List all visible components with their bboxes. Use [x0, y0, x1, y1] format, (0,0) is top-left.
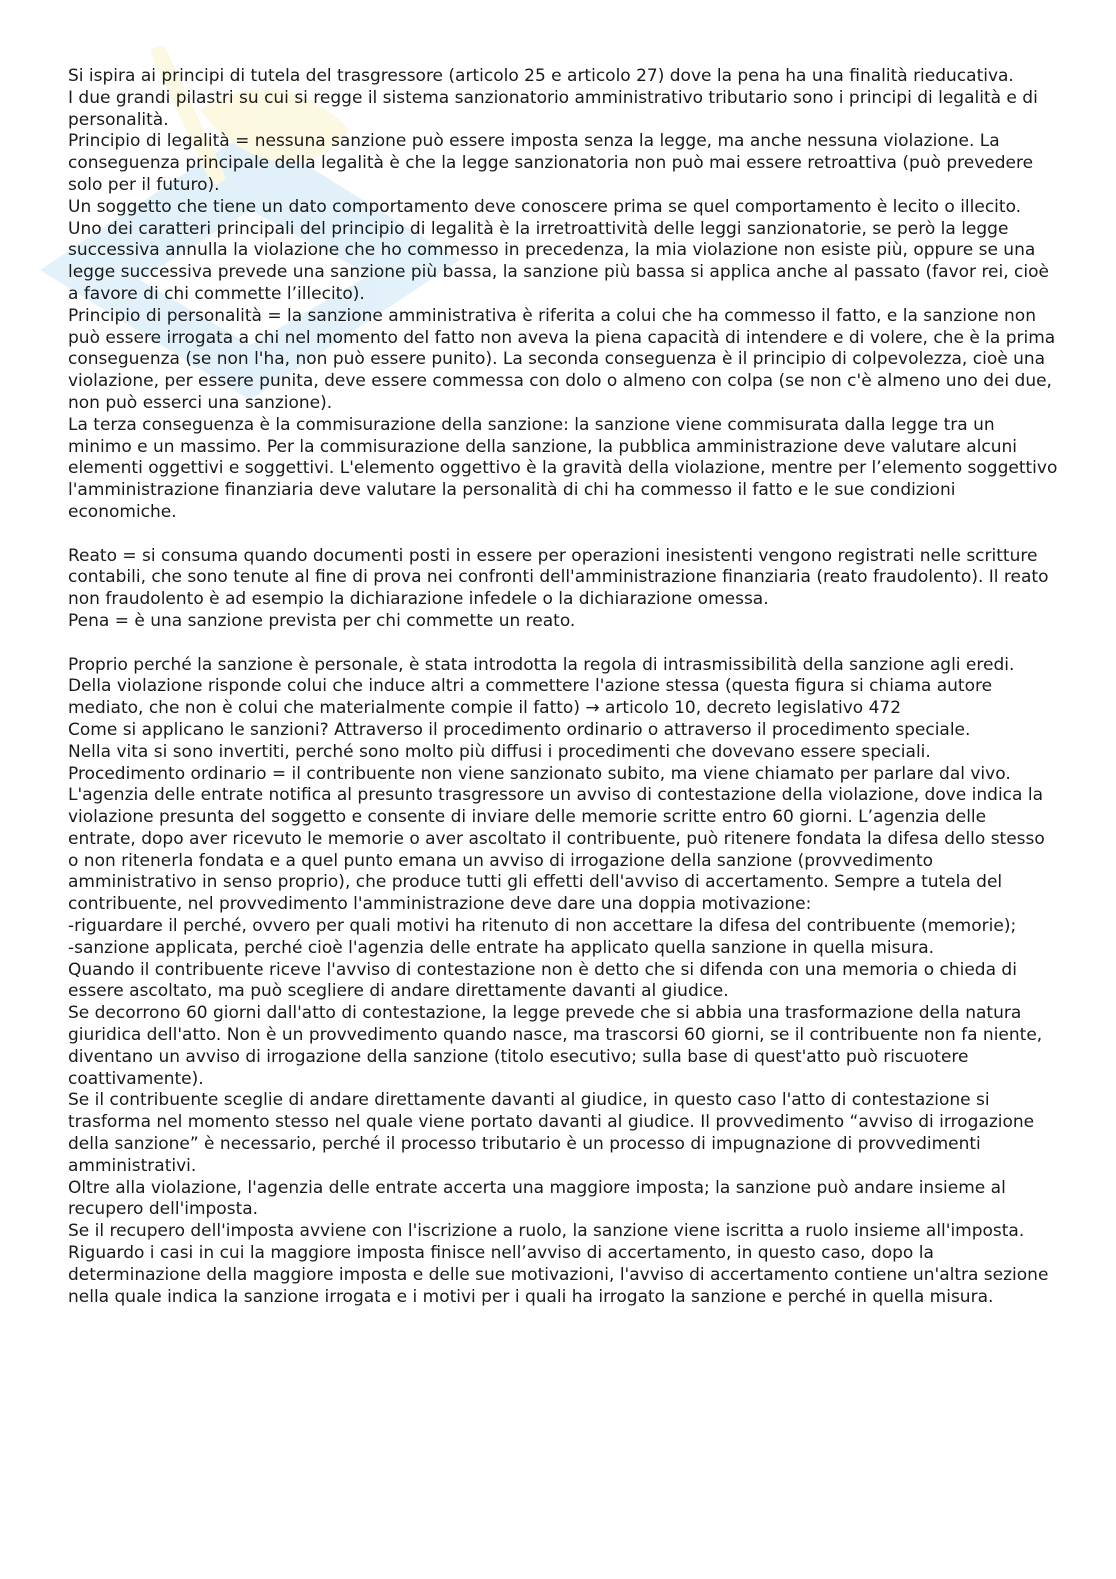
paragraph: Come si applicano le sanzioni? Attraverso il procedimento ordinario o attraverso il procedimento speciale.: [68, 719, 971, 740]
paragraph: -riguardare il perché, ovvero per quali motivi ha ritenuto di non accettare la difesa del contribuente (memorie);: [68, 916, 1017, 937]
paragraph: Principio di legalità = nessuna sanzione può essere imposta senza la legge, ma anche nessuna violazione. La conseguenza principale della legalità è che la legge sanzionatoria non può mai essere retroattiva (può prevedere solo per il futuro).: [68, 131, 1034, 195]
paragraph: Si ispira ai principi di tutela del trasgressore (articolo 25 e articolo 27) dove la pena ha una finalità rieducativa.: [68, 66, 1014, 86]
paragraph: Se decorrono 60 giorni dall'atto di contestazione, la legge prevede che si abbia una trasformazione della natura giuridica dell'atto. Non è un provvedimento quando nasce, ma trascorsi 60 giorni, se il contribuente non fa niente, diventano un avviso di irrogazione della sanzione (titolo esecutivo; sulla base di quest'atto può riscuotere coattivamente).: [68, 1003, 1043, 1089]
section-principles: [68, 66, 1058, 524]
paragraph: Principio di personalità = la sanzione amministrativa è riferita a colui che ha commesso il fatto, e la sanzione non può essere irrogata a chi nel momento del fatto non aveva la piena capacità di intendere e di volere, che è la prima conseguenza (se non l'ha, non può essere punito). La seconda conseguenza è il principio di colpevolezza, cioè una violazione, per essere punita, deve essere commessa con dolo o almeno con colpa (se non c'è almeno uno dei due, non può esserci una sanzione).: [68, 305, 1056, 413]
paragraph: Quando il contribuente riceve l'avviso di contestazione non è detto che si difenda con una memoria o chieda di essere ascoltato, ma può scegliere di andare direttamente davanti al giudice.: [68, 959, 1017, 1002]
blank-line: [68, 633, 1058, 655]
section-reato-pena: [68, 546, 1058, 633]
paragraph: Della violazione risponde colui che induce altri a commettere l'azione stessa (questa figura si chiama autore mediato, che non è colui che materialmente compie il fatto) → articolo 10, decreto legislativo 472: [68, 676, 993, 719]
paragraph: Oltre alla violazione, l'agenzia delle entrate accerta una maggiore imposta; la sanzione può andare insieme al recupero dell'imposta.: [68, 1177, 1006, 1220]
paragraph: Un soggetto che tiene un dato comportamento deve conoscere prima se quel comportamento è lecito o illecito. Uno dei caratteri principali del principio di legalità è la irretroattività delle leggi sanzionatorie, se però la legge successiva annulla la violazione che ho commesso in precedenza, la mia violazione non esiste più, oppure se una legge successiva prevede una sanzione più bassa, la sanzione più bassa si applica anche al passato (favor rei, cioè a favore di chi commette l’illecito).: [68, 196, 1049, 304]
paragraph: Procedimento ordinario = il contribuente non viene sanzionato subito, ma viene chiamato per parlare dal vivo. L'agenzia delle entrate notifica al presunto trasgressore un avviso di contestazione della violazione, dove indica la violazione presunta del soggetto e consente di inviare delle memorie scritte entro 60 giorni. L’agenzia delle entrate, dopo aver ricevuto le memorie o aver ascoltato il contribuente, può ritenere fondata la difesa dello stesso o non ritenerla fondata e a quel punto emana un avviso di irrogazione della sanzione (provvedimento amministrativo in senso proprio), che produce tutti gli effetti dell'avviso di accertamento. Sempre a tutela del contribuente, nel provvedimento l'amministrazione deve dare una doppia motivazione:: [68, 763, 1045, 915]
paragraph: Riguardo i casi in cui la maggiore imposta finisce nell’avviso di accertamento, in questo caso, dopo la determinazione della maggiore imposta e delle sue motivazioni, l'avviso di accertamento contiene un'altra sezione nella quale indica la sanzione irrogata e i motivi per i quali ha irrogato la sanzione e perché in quella misura.: [68, 1243, 1049, 1307]
paragraph: La terza conseguenza è la commisurazione della sanzione: la sanzione viene commisurata dalla legge tra un minimo e un massimo. Per la commisurazione della sanzione, la pubblica amministrazione deve valutare alcuni elementi oggettivi e soggettivi. L'elemento oggettivo è la gravità della violazione, mentre per l’elemento soggettivo l'amministrazione finanziaria deve valutare la personalità di chi ha commesso il fatto e le sue condizioni economiche.: [68, 414, 1058, 522]
paragraph: I due grandi pilastri su cui si regge il sistema sanzionatorio amministrativo tributario sono i principi di legalità e di personalità.: [68, 87, 1038, 130]
paragraph: -sanzione applicata, perché cioè l'agenzia delle entrate ha applicato quella sanzione in quella misura.: [68, 937, 935, 958]
paragraph: Pena = è una sanzione prevista per chi commette un reato.: [68, 610, 576, 631]
paragraph: Proprio perché la sanzione è personale, è stata introdotta la regola di intrasmissibilità della sanzione agli eredi.: [68, 654, 1015, 675]
document-body: [68, 66, 1058, 1308]
paragraph: Nella vita si sono invertiti, perché sono molto più diffusi i procedimenti che dovevano essere speciali.: [68, 741, 931, 762]
paragraph: Se il recupero dell'imposta avviene con l'iscrizione a ruolo, la sanzione viene iscritta a ruolo insieme all'imposta.: [68, 1221, 1025, 1242]
paragraph: Reato = si consuma quando documenti posti in essere per operazioni inesistenti vengono registrati nelle scritture contabili, che sono tenute al fine di prova nei confronti dell'amministrazione finanziaria (reato fraudolento). Il reato non fraudolento è ad esempio la dichiarazione infedele o la dichiarazione omessa.: [68, 545, 1049, 610]
section-procedimenti: [68, 655, 1058, 1309]
paragraph: Se il contribuente sceglie di andare direttamente davanti al giudice, in questo caso l'atto di contestazione si trasforma nel momento stesso nel quale viene portato davanti al giudice. Il provvedimento “avviso di irrogazione della sanzione” è necessario, perché il processo tributario è un processo di impugnazione di provvedimenti amministrativi.: [68, 1090, 1035, 1176]
blank-line: [68, 524, 1058, 546]
